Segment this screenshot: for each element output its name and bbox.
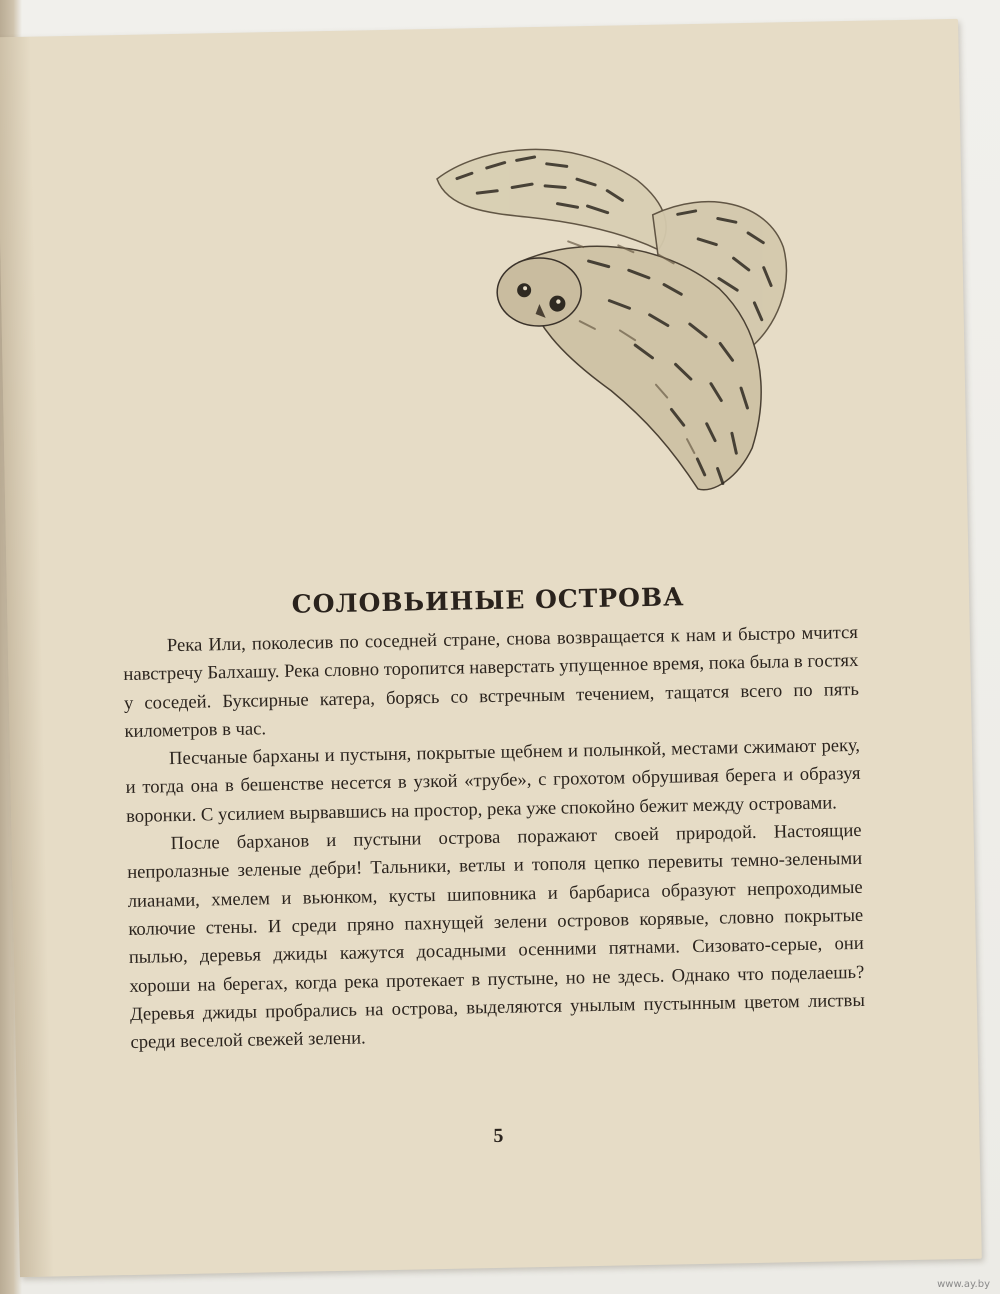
paragraph: Песчаные барханы и пустыня, покрытые щебнем и полынкой, местами сжимают реку, и тогда она в бешенстве несется в узкой «трубе», с грохотом обрушивая берега и образуя воронки. С усилием вырвавшись на простор, река уже спокойно бежит между островами.	[125, 735, 861, 827]
chapter-body	[123, 619, 866, 1057]
owl-illustration-icon	[416, 117, 803, 514]
paragraph: После барханов и пустыни острова поражают своей природой. Настоящие непролазные зеленые дебри! Тальники, ветлы и тополя цепко перевиты темно-зелеными лианами, хмелем и вьюнком, кусты шиповника и барбариса образуют непроходимые колючие стены. И среди пряно пахнущей зелени островов корявые, словно покрытые пылью, деревья джиды кажутся досадными осенними пятнами. Сизовато-серые, они хороши на берегах, когда река протекает в пустыне, но не здесь. Однако что поделаешь? Деревья джиды пробрались на острова, выделяются унылым пустынным цветом листвы среди веселой свежей зелени.	[127, 819, 866, 1054]
watermark: www.ay.by	[937, 1279, 990, 1290]
page-number: 5	[493, 1124, 504, 1148]
chapter-title: СОЛОВЬИНЫЕ ОСТРОВА	[291, 582, 685, 619]
book-page	[0, 19, 982, 1277]
paragraph: Река Или, поколесив по соседней стране, снова возвращается к нам и быстро мчится навстречу Балхашу. Река словно торопится наверстать упущенное время, пока была в гостях у соседей. Буксирные катера, борясь со встречным течением, тащатся всего по пять километров в час.	[123, 621, 860, 742]
